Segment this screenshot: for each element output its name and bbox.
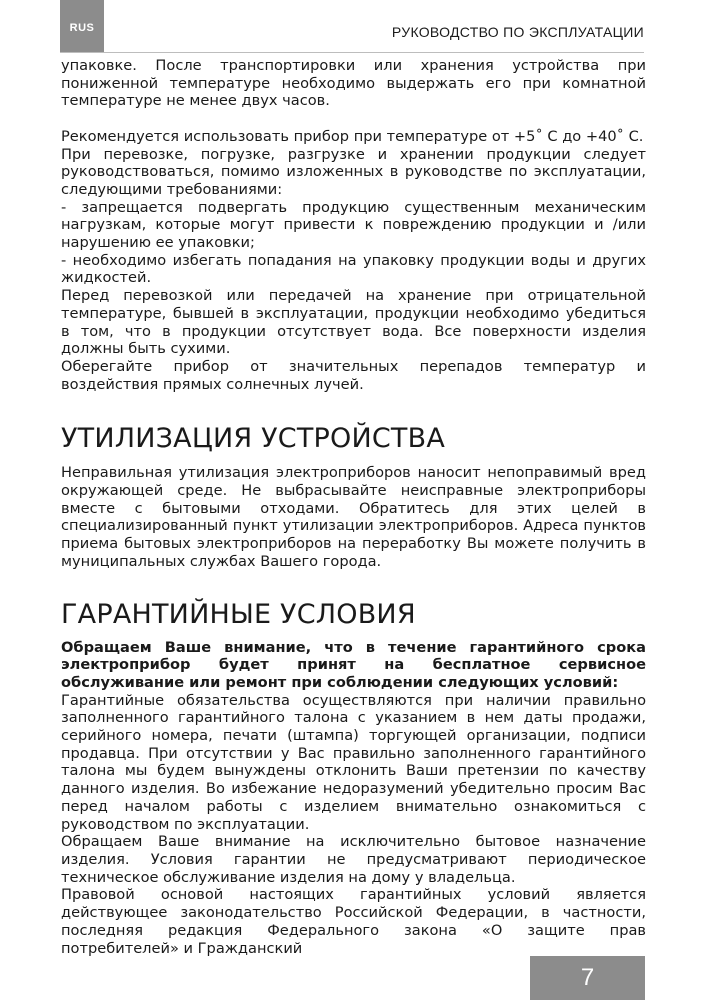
section-gap: [61, 393, 646, 423]
heading-gap: [61, 631, 646, 639]
manual-title: РУКОВОДСТВО ПО ЭКСПЛУАТАЦИИ: [391, 24, 644, 40]
disposal-heading: УТИЛИЗАЦИЯ УСТРОЙСТВА: [61, 423, 445, 455]
warranty-paragraph-2: Обращаем Ваше внимание на исключительно бытовое назначение изделия. Условия гарантии не предусматривают периодическое техническое обслуживание изделия на дому у владельца.: [61, 833, 646, 886]
warranty-paragraph-1: Гарантийные обязательства осуществляются при наличии правильно заполненного гарантийного талона с указанием в нем даты продажи, серийного номера, печати (штампа) торгующей организации, подписи продавца. При отсутствии у Вас правильно заполненного гарантийного талона мы будем вынуждены отклонить Ваши претензии по качеству данного изделия. Во избежание недоразумений убедительно просим Вас перед началом работы с изделием внимательно ознакомиться с руководством по эксплуатации.: [61, 691, 646, 833]
intro-paragraph-4: - запрещается подвергать продукцию существенным механическим нагрузкам, которые могут привести к повреждению продукции и /или нарушению ее упаковки;: [61, 198, 646, 252]
heading-gap: [61, 455, 646, 464]
section-gap: [61, 571, 646, 599]
intro-paragraph-2: Рекомендуется использовать прибор при температуре от +5˚ С до +40˚ С.: [61, 127, 644, 145]
header-divider: [60, 52, 644, 53]
warranty-bold-note: Обращаем Ваше внимание, что в течение гарантийного срока электроприбор будет принят на бесплатное сервисное обслуживание или ремонт при соблюдении следующих условий:: [61, 638, 646, 691]
language-label: RUS: [69, 22, 95, 34]
page-number-box: [530, 956, 645, 1000]
disposal-paragraph: Неправильная утилизация электроприборов наносит непоправимый вред окружающей среде. Не выбрасывайте неисправные электроприборы вместе с бытовыми отходами. Обратитесь для этих целей в специализированный пункт утилизации электроприборов. Адреса пунктов приема бытовых электроприборов на переработку Вы можете получить в муниципальных службах Вашего города.: [61, 464, 646, 570]
warranty-heading: ГАРАНТИЙНЫЕ УСЛОВИЯ: [61, 598, 416, 630]
intro-paragraph-6: Перед перевозкой или передачей на хранение при отрицательной температуре, бывшей в эксплуатации, продукции необходимо убедиться в том, что в продукции отсутствует вода. Все поверхности изделия должны быть сухими.: [61, 287, 646, 358]
page-content: [61, 57, 646, 957]
intro-paragraph-1: упаковке. После транспортировки или хранения устройства при пониженной температуре необходимо выдержать его при комнатной температуре не менее двух часов.: [61, 57, 646, 110]
warranty-paragraph-3: Правовой основой настоящих гарантийных условий является действующее законодательство Российской Федерации, в частности, последняя редакция Федерального закона «О защите прав потребителей» и Гражданский: [61, 886, 646, 957]
intro-paragraph-5: - необходимо избегать попадания на упаковку продукции воды и других жидкостей.: [61, 251, 646, 287]
page-number: 7: [580, 964, 595, 991]
language-tab: [60, 0, 104, 52]
paragraph-gap: [61, 110, 646, 128]
intro-paragraph-3: При перевозке, погрузке, разгрузке и хранении продукции следует руководствоваться, помимо изложенных в руководстве по эксплуатации, следующими требованиями:: [61, 145, 646, 198]
intro-paragraph-7: Оберегайте прибор от значительных перепадов температур и воздействия прямых солнечных лучей.: [61, 357, 646, 393]
